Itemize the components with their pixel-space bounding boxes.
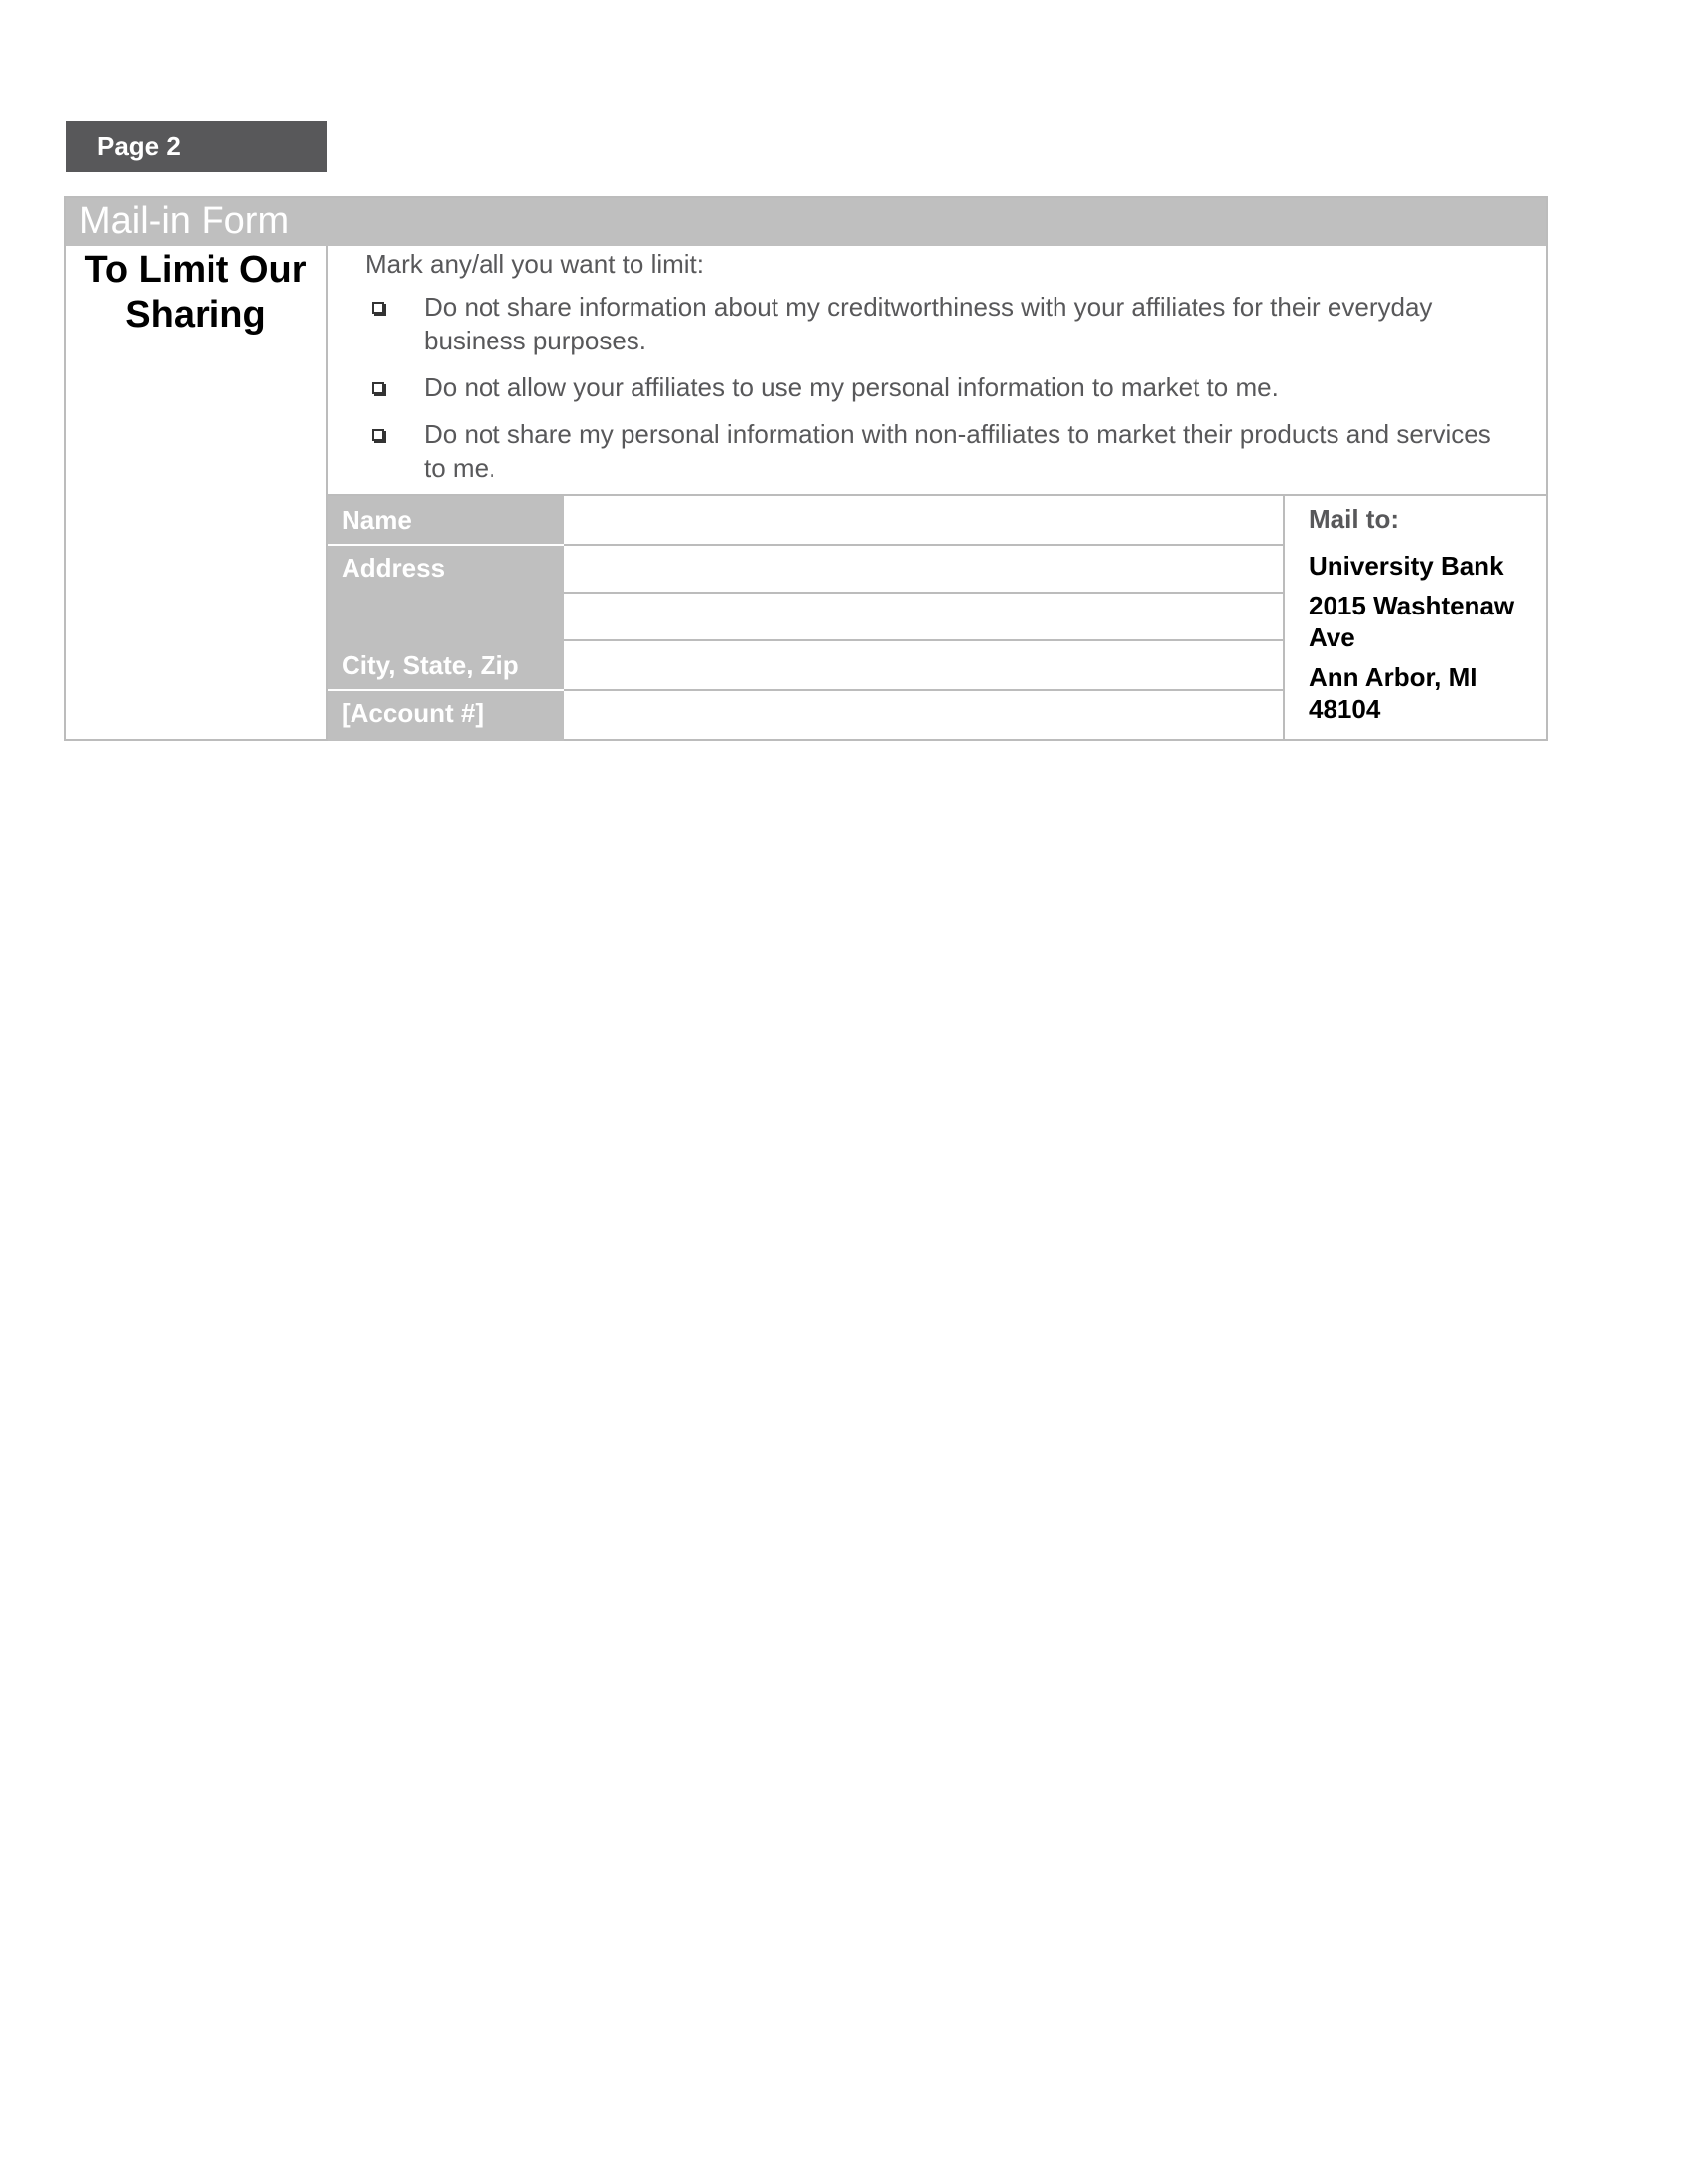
- limit-options: [328, 246, 1546, 496]
- page-number-tab: Page 2: [66, 121, 327, 172]
- city-state-zip-label: City, State, Zip: [342, 650, 519, 680]
- mail-to-block: [1283, 496, 1546, 741]
- form-header: Mail-in Form: [66, 198, 1546, 246]
- address-label: Address: [342, 553, 446, 583]
- mail-to-label: Mail to:: [1309, 504, 1399, 534]
- mail-to-street: 2015 Washtenaw Ave: [1309, 591, 1515, 652]
- checkbox-icon[interactable]: [372, 302, 384, 314]
- address-field-line-2[interactable]: [566, 594, 1281, 639]
- city-state-zip-field[interactable]: [566, 641, 1281, 687]
- name-label: Name: [342, 505, 412, 535]
- mail-in-form: [64, 196, 1548, 741]
- form-section-title: To Limit Our Sharing: [84, 249, 307, 336]
- option-label: Do not share information about my creditworthiness with your affiliates for their everyday business purposes.: [424, 292, 1433, 355]
- mail-to-city: Ann Arbor, MI 48104: [1309, 662, 1477, 724]
- account-field[interactable]: [566, 691, 1281, 737]
- name-field[interactable]: [566, 498, 1281, 544]
- options-intro: Mark any/all you want to limit:: [365, 249, 705, 279]
- checkbox-icon[interactable]: [372, 382, 384, 394]
- address-field-line-1[interactable]: [566, 546, 1281, 592]
- field-label-column: [328, 496, 564, 741]
- contact-fields: [328, 496, 1283, 741]
- form-left-column: [66, 246, 328, 741]
- mail-to-name: University Bank: [1309, 551, 1504, 581]
- option-label: Do not allow your affiliates to use my personal information to market to me.: [424, 372, 1279, 402]
- checkbox-icon[interactable]: [372, 429, 384, 441]
- option-label: Do not share my personal information with non-affiliates to market their products and services to me.: [424, 419, 1491, 482]
- account-label: [Account #]: [342, 698, 484, 728]
